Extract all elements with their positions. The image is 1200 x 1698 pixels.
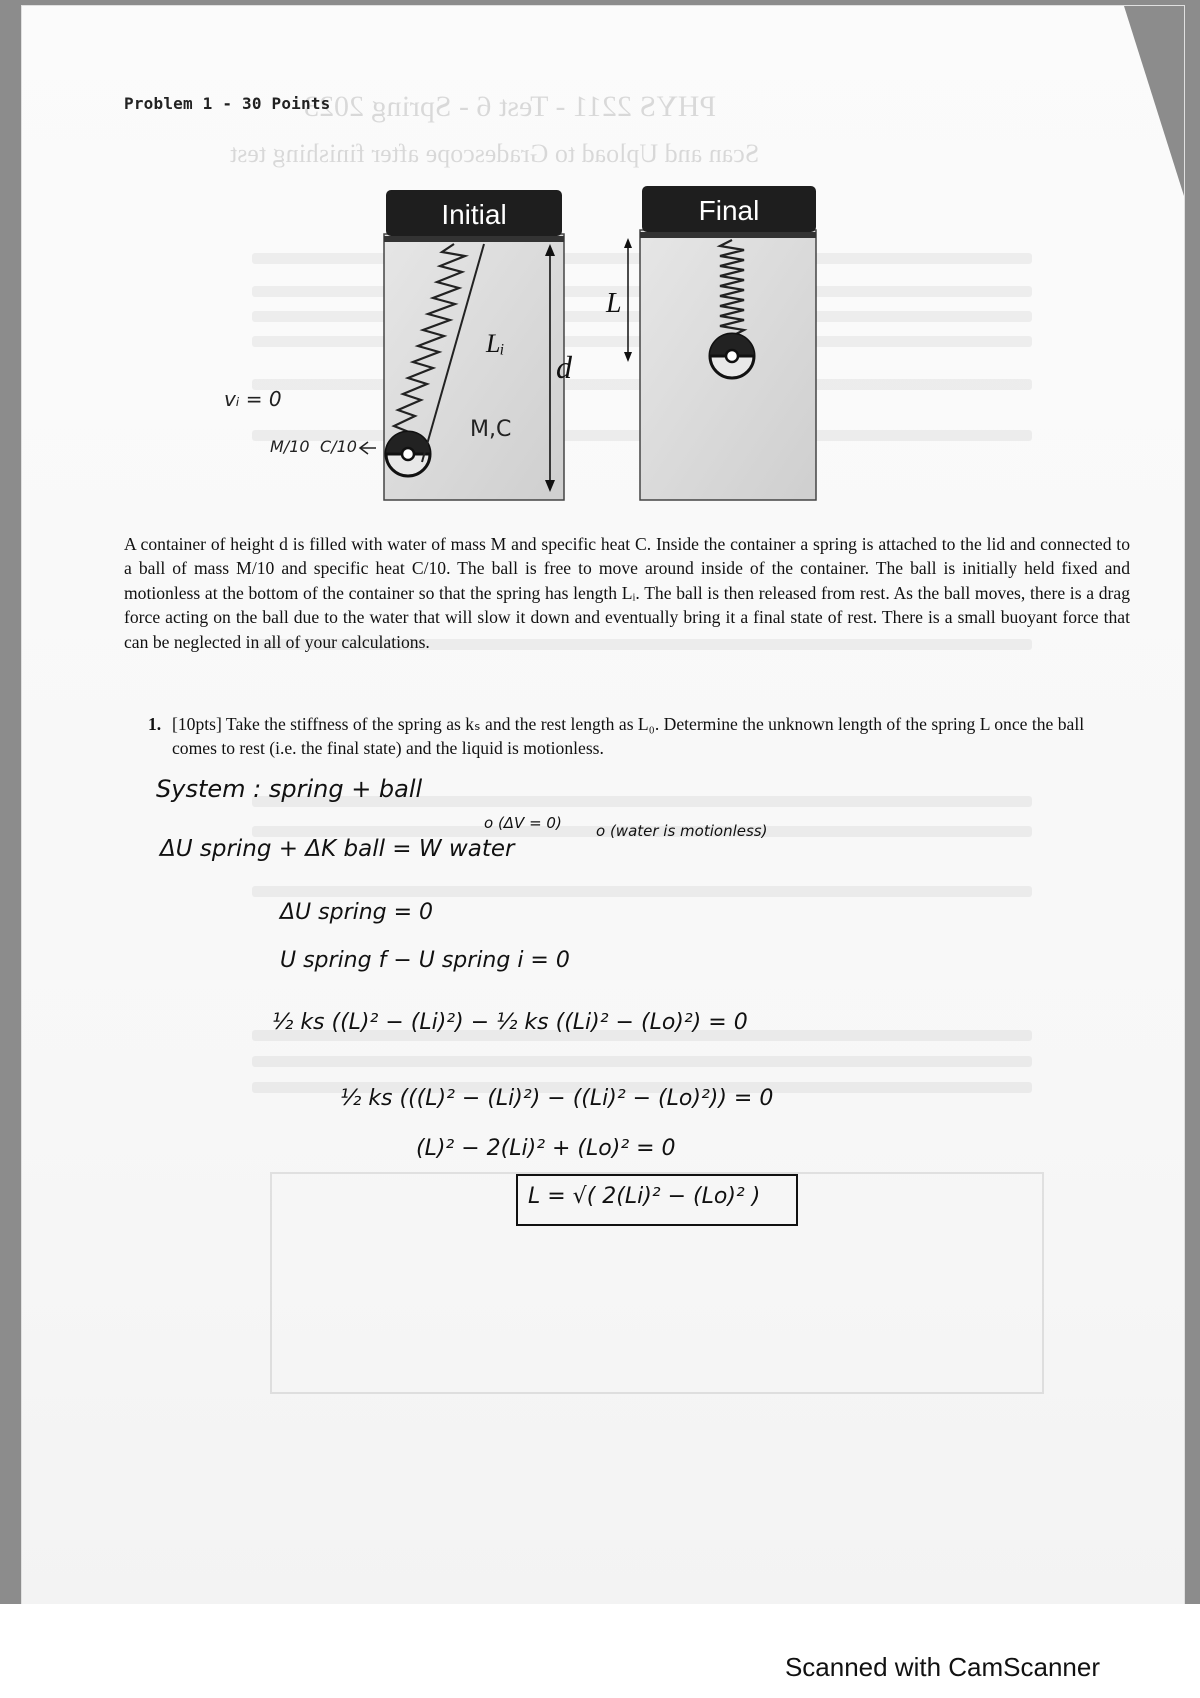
water-label: M,C — [470, 417, 512, 442]
work-answer: L = √( 2(Li)² − (Lo)² ) — [528, 1184, 761, 1209]
folded-corner — [1124, 6, 1184, 196]
work-note-dv: o (ΔV = 0) — [484, 814, 562, 832]
initial-label: Initial — [441, 199, 507, 230]
final-length-label: L — [606, 288, 622, 319]
height-label: d — [556, 349, 572, 385]
question-1 — [148, 712, 1132, 761]
ball-heat-note: C/10 — [320, 437, 357, 456]
bleed-through-line — [252, 1056, 1032, 1067]
initial-length-label: Lᵢ — [486, 329, 505, 358]
scanner-watermark: Scanned with CamScanner — [784, 1652, 1100, 1682]
initial-container — [384, 190, 564, 500]
scanned-page — [22, 6, 1184, 1604]
bleed-through-line — [252, 886, 1032, 897]
work-line-2: U spring f − U spring i = 0 — [280, 948, 570, 973]
scanner-footer — [0, 1604, 1200, 1698]
question-number: 1. — [148, 714, 162, 734]
work-line-5: (L)² − 2(Li)² + (Lo)² = 0 — [416, 1136, 676, 1161]
work-line-4: ½ ks (((L)² − (Li)²) − ((Li)² − (Lo)²)) = 0 — [340, 1086, 774, 1111]
work-line-3: ½ ks ((L)² − (Li)²) − ½ ks ((Li)² − (Lo)²) = 0 — [272, 1010, 748, 1035]
work-energy-equation: ΔU spring + ΔK ball = W water — [160, 836, 515, 862]
bleed-through-title: PHYS 2211 - Test 6 - Spring 2023 — [304, 90, 717, 123]
final-label: Final — [698, 195, 760, 226]
problem-header: Problem 1 - 30 Points — [124, 94, 331, 113]
ball-mass-note: M/10 — [270, 437, 310, 456]
container-diagram — [122, 186, 1022, 516]
question-text: [10pts] Take the stiffness of the spring as kₛ and the rest length as L₀. Determine the unknown length of the spring L once the ball comes to rest (i.e. the final state) and the liquid is motionless. — [172, 714, 1085, 759]
problem-description: A container of height d is filled with water of mass M and specific heat C. Inside the container a spring is attached to the lid and connected to a ball of mass M/10 and specific heat C/10. The ball is free to move around inside of the container. The ball is initially held fixed and motionless at the bottom of the container so that the spring has length Lᵢ. The ball is then released from rest. As the ball moves, there is a drag force acting on the ball due to the water that will slow it down and eventually bring it a final state of rest. There is a small buoyant force that can be neglected in all of your calculations. — [124, 534, 1130, 652]
ball-icon — [710, 334, 754, 378]
final-container — [605, 186, 816, 500]
work-note-water: o (water is motionless) — [596, 822, 768, 840]
work-system: System : spring + ball — [156, 775, 423, 803]
initial-velocity-note: vᵢ = 0 — [224, 387, 282, 411]
bleed-through-subtitle: Scan and Upload to Gradescope after finishing test — [230, 139, 760, 168]
work-line-1: ΔU spring = 0 — [280, 900, 434, 925]
